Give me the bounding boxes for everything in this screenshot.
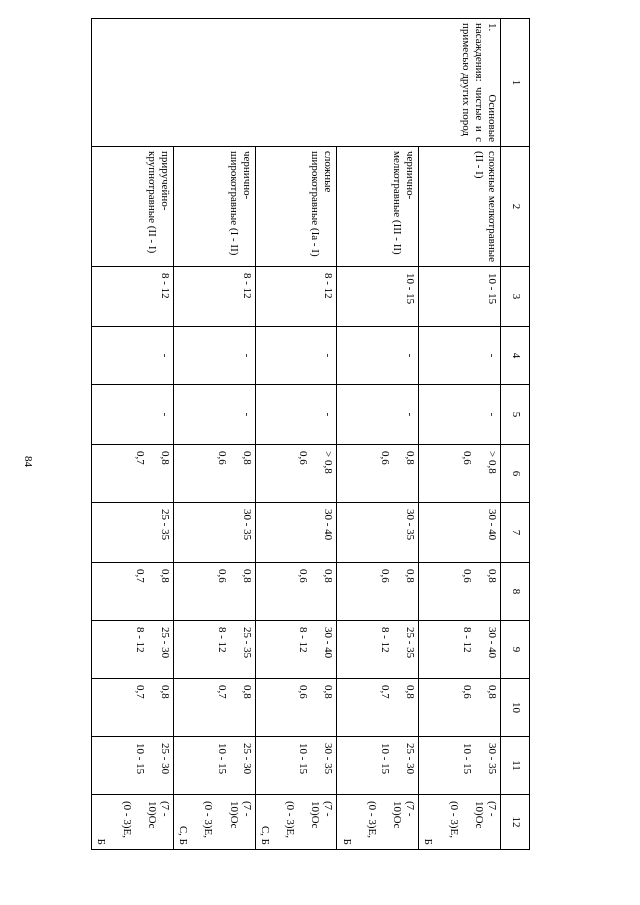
cell-c9 xyxy=(419,621,501,679)
cell-line: > 0,8 xyxy=(486,451,498,474)
forest-type-cell: сложные мелкотравные (II - I) xyxy=(419,147,501,267)
cell-c3: 10 - 15 xyxy=(337,267,419,327)
cell-c11 xyxy=(174,737,256,795)
cell-c6 xyxy=(92,445,174,503)
cell-c7: 30 - 35 xyxy=(337,503,419,563)
rotated-table-container xyxy=(95,18,530,845)
cell-line: 0,8 xyxy=(404,451,417,465)
cell-c11 xyxy=(419,737,501,795)
cell-line: 10 - 15 xyxy=(297,743,310,775)
cell-line: 0,6 xyxy=(379,451,392,465)
cell-c5: - xyxy=(337,385,419,445)
cell-c3: 8 - 12 xyxy=(255,267,337,327)
cell-c3: 8 - 12 xyxy=(174,267,256,327)
cell-c9 xyxy=(337,621,419,679)
header-cell: 6 xyxy=(501,445,530,503)
cell-line: 25 - 35 xyxy=(240,627,253,659)
cell-c6 xyxy=(419,445,501,503)
cell-c9 xyxy=(92,621,174,679)
cell-c10 xyxy=(174,679,256,737)
cell-line: 0,8 xyxy=(240,685,253,699)
cell-line: С, Б xyxy=(177,825,190,845)
header-cell: 11 xyxy=(501,737,530,795)
cell-c10 xyxy=(92,679,174,737)
cell-c12 xyxy=(255,795,337,850)
cell-c11 xyxy=(337,737,419,795)
cell-c9 xyxy=(174,621,256,679)
cell-line: 0,6 xyxy=(297,685,310,699)
forest-type-cell: чернично-широкотравные (I - II) xyxy=(174,147,256,267)
cell-line: 0,8 xyxy=(159,451,171,465)
cell-line: С, Б xyxy=(258,825,271,845)
cell-c7: 30 - 35 xyxy=(174,503,256,563)
cell-line: 10 - 15 xyxy=(133,743,146,775)
cell-line: 10 - 15 xyxy=(215,743,228,775)
cell-c8 xyxy=(419,563,501,621)
cell-c9 xyxy=(255,621,337,679)
cell-line: 30 - 40 xyxy=(486,627,498,659)
cell-line: 0,7 xyxy=(133,685,146,699)
cell-c11 xyxy=(92,737,174,795)
cell-line: 25 - 30 xyxy=(159,627,171,659)
header-cell: 5 xyxy=(501,385,530,445)
cell-line: 0,6 xyxy=(460,685,473,699)
header-cell: 12 xyxy=(501,795,530,850)
cell-c4: - xyxy=(337,327,419,385)
cell-line: (0 - 3)Е, xyxy=(202,801,215,838)
cell-line: (0 - 3)Е, xyxy=(284,801,297,838)
cell-c8 xyxy=(255,563,337,621)
cell-c6 xyxy=(174,445,256,503)
cell-c5: - xyxy=(419,385,501,445)
cell-c12 xyxy=(92,795,174,850)
cell-line: 0,8 xyxy=(486,569,498,583)
cell-line: 0,8 xyxy=(404,685,417,699)
cell-line: 0,6 xyxy=(215,451,228,465)
forest-stand-table xyxy=(91,18,530,850)
cell-c4: - xyxy=(419,327,501,385)
cell-line: (7 - 10)Ос xyxy=(227,801,253,829)
cell-line: > 0,8 xyxy=(322,451,335,474)
cell-c11 xyxy=(255,737,337,795)
cell-line: 8 - 12 xyxy=(215,627,228,653)
cell-line: Б xyxy=(340,838,353,845)
cell-line: 25 - 30 xyxy=(404,743,417,775)
cell-c12 xyxy=(337,795,419,850)
cell-c5: - xyxy=(255,385,337,445)
cell-c3: 10 - 15 xyxy=(419,267,501,327)
cell-line: 0,7 xyxy=(215,685,228,699)
cell-line: 30 - 35 xyxy=(322,743,335,775)
cell-line: 8 - 12 xyxy=(133,627,146,653)
cell-line: 0,8 xyxy=(322,569,335,583)
header-cell: 1 xyxy=(501,19,530,147)
cell-c12 xyxy=(174,795,256,850)
cell-line: 10 - 15 xyxy=(460,743,473,775)
header-cell: 4 xyxy=(501,327,530,385)
cell-line: (7 - 10)Ос xyxy=(309,801,335,829)
cell-c8 xyxy=(92,563,174,621)
cell-line: 0,8 xyxy=(404,569,417,583)
cell-c4: - xyxy=(255,327,337,385)
header-cell: 2 xyxy=(501,147,530,267)
cell-c10 xyxy=(255,679,337,737)
cell-line: 8 - 12 xyxy=(379,627,392,653)
species-section-cell: 1. Осиновые насаждения: чистые и с примесью других пород xyxy=(92,19,501,147)
cell-line: 0,8 xyxy=(240,451,253,465)
cell-line: (0 - 3)Е, xyxy=(447,801,460,838)
header-cell: 8 xyxy=(501,563,530,621)
cell-c7: 30 - 40 xyxy=(419,503,501,563)
cell-c10 xyxy=(337,679,419,737)
forest-type-cell: сложные широкотравные (Ia - I) xyxy=(255,147,337,267)
cell-line: 10 - 15 xyxy=(379,743,392,775)
header-cell: 7 xyxy=(501,503,530,563)
cell-line: 0,7 xyxy=(379,685,392,699)
page-number: 84 xyxy=(22,456,34,467)
cell-line: 25 - 35 xyxy=(404,627,417,659)
forest-type-cell: приручейно-крупнотравные (II - I) xyxy=(92,147,174,267)
header-row xyxy=(501,19,530,850)
cell-line: 0,6 xyxy=(297,569,310,583)
cell-line: 0,6 xyxy=(460,569,473,583)
cell-line: Б xyxy=(422,838,435,845)
cell-c4: - xyxy=(174,327,256,385)
cell-c6 xyxy=(255,445,337,503)
cell-line: (7 - 10)Ос xyxy=(391,801,417,829)
cell-line: 8 - 12 xyxy=(460,627,473,653)
header-cell: 10 xyxy=(501,679,530,737)
cell-c5: - xyxy=(92,385,174,445)
cell-line: 0,6 xyxy=(460,451,473,465)
cell-line: 30 - 35 xyxy=(486,743,498,775)
cell-line: 30 - 40 xyxy=(322,627,335,659)
forest-type-cell: чернично-мелкотравные (III - II) xyxy=(337,147,419,267)
cell-c7: 30 - 40 xyxy=(255,503,337,563)
cell-line: 25 - 30 xyxy=(159,743,171,775)
cell-line: 0,6 xyxy=(215,569,228,583)
cell-line: (7 - 10)Ос xyxy=(145,801,171,829)
table-body xyxy=(92,19,501,850)
cell-line: Б xyxy=(95,838,108,845)
cell-c3: 8 - 12 xyxy=(92,267,174,327)
cell-c12 xyxy=(419,795,501,850)
cell-line: (0 - 3)Е, xyxy=(365,801,378,838)
cell-c8 xyxy=(174,563,256,621)
cell-line: 0,6 xyxy=(379,569,392,583)
cell-line: 25 - 30 xyxy=(240,743,253,775)
cell-line: 0,8 xyxy=(159,569,171,583)
cell-line: 0,7 xyxy=(133,451,146,465)
cell-line: 0,8 xyxy=(159,685,171,699)
cell-line: 0,8 xyxy=(322,685,335,699)
header-cell: 9 xyxy=(501,621,530,679)
table-row xyxy=(419,19,501,850)
cell-line: 0,8 xyxy=(240,569,253,583)
cell-c8 xyxy=(337,563,419,621)
cell-line: 0,7 xyxy=(133,569,146,583)
cell-line: 0,8 xyxy=(486,685,498,699)
cell-c7: 25 - 35 xyxy=(92,503,174,563)
cell-line: (7 - 10)Ос xyxy=(472,801,498,829)
cell-line: (0 - 3)Е, xyxy=(120,801,133,838)
header-cell: 3 xyxy=(501,267,530,327)
cell-c5: - xyxy=(174,385,256,445)
cell-line: 8 - 12 xyxy=(297,627,310,653)
cell-c4: - xyxy=(92,327,174,385)
cell-c10 xyxy=(419,679,501,737)
cell-c6 xyxy=(337,445,419,503)
cell-line: 0,6 xyxy=(297,451,310,465)
